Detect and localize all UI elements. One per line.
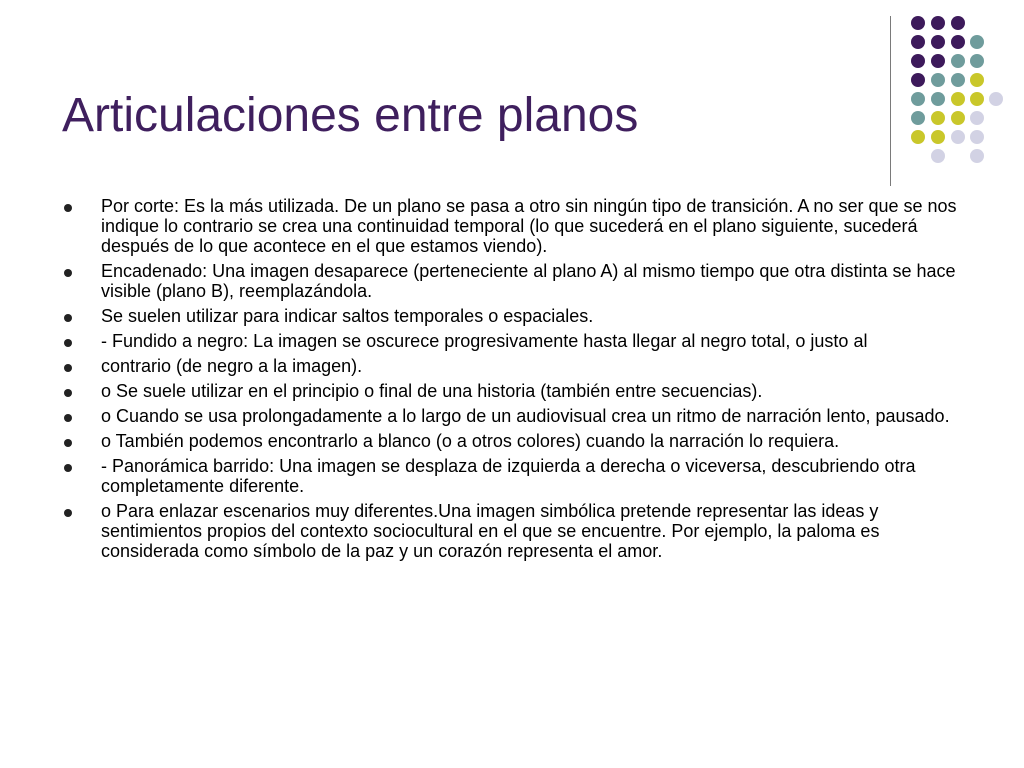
dot-purple [911,73,925,87]
dot-teal [911,111,925,125]
dot-lavender [970,111,984,125]
dot-lime [970,92,984,106]
dot-teal [970,54,984,68]
dot-teal [911,92,925,106]
bullet-icon [64,204,72,212]
bullet-text: o Para enlazar escenarios muy diferentes.Una imagen simbólica pretende representar las ideas y sentimientos propios del contexto sociocultural en el que se encuentre. Por ejemplo, la paloma es considerada como símbolo de la paz y un corazón representa el amor. [101,501,880,561]
bullet-item [62,381,962,401]
bullet-item [62,501,962,561]
dot-purple [951,16,965,30]
dot-lavender [931,149,945,163]
bullet-item [62,431,962,451]
bullet-text: Se suelen utilizar para indicar saltos temporales o espaciales. [101,306,594,326]
bullet-icon [64,269,72,277]
dot-purple [931,16,945,30]
dot-purple [951,35,965,49]
dot-lime [970,73,984,87]
bullet-item [62,356,962,376]
bullet-item [62,406,962,426]
dot-purple [931,54,945,68]
bullet-list [62,196,962,566]
dot-lime [911,130,925,144]
dot-purple [911,16,925,30]
dot-purple [911,54,925,68]
dot-lavender [951,130,965,144]
dot-lime [931,130,945,144]
dot-lavender [989,92,1003,106]
bullet-text: Por corte: Es la más utilizada. De un plano se pasa a otro sin ningún tipo de transición. A no ser que se nos indique lo contrario se crea una continuidad temporal (lo que sucederá en el plano siguiente, sucederá después de lo que acontece en el que estamos viendo). [101,196,957,256]
bullet-item [62,331,962,351]
bullet-text: contrario (de negro a la imagen). [101,356,363,376]
bullet-icon [64,314,72,322]
bullet-icon [64,414,72,422]
dot-lime [951,92,965,106]
bullet-icon [64,339,72,347]
dot-lavender [970,149,984,163]
dot-lime [931,111,945,125]
dot-purple [911,35,925,49]
dot-teal [931,92,945,106]
bullet-icon [64,364,72,372]
bullet-icon [64,439,72,447]
bullet-text: - Fundido a negro: La imagen se oscurece progresivamente hasta llegar al negro total, o justo al [101,331,868,351]
bullet-icon [64,464,72,472]
dot-teal [931,73,945,87]
bullet-item [62,261,962,301]
bullet-text: Encadenado: Una imagen desaparece (perteneciente al plano A) al mismo tiempo que otra distinta se hace visible (plano B), reemplazándola. [101,261,956,301]
divider-line [890,16,891,186]
dot-lime [951,111,965,125]
dot-teal [951,54,965,68]
bullet-item [62,196,962,256]
bullet-item [62,306,962,326]
bullet-text: o Se suele utilizar en el principio o final de una historia (también entre secuencias). [101,381,763,401]
slide-title: Articulaciones entre planos [62,89,639,142]
bullet-item [62,456,962,496]
bullet-icon [64,509,72,517]
bullet-icon [64,389,72,397]
bullet-text: - Panorámica barrido: Una imagen se desplaza de izquierda a derecha o viceversa, descubriendo otra completamente diferente. [101,456,916,496]
bullet-text: o También podemos encontrarlo a blanco (o a otros colores) cuando la narración lo requiera. [101,431,840,451]
dot-purple [931,35,945,49]
dot-lavender [970,130,984,144]
bullet-text: o Cuando se usa prolongadamente a lo largo de un audiovisual crea un ritmo de narración lento, pausado. [101,406,950,426]
dot-teal [970,35,984,49]
dot-teal [951,73,965,87]
